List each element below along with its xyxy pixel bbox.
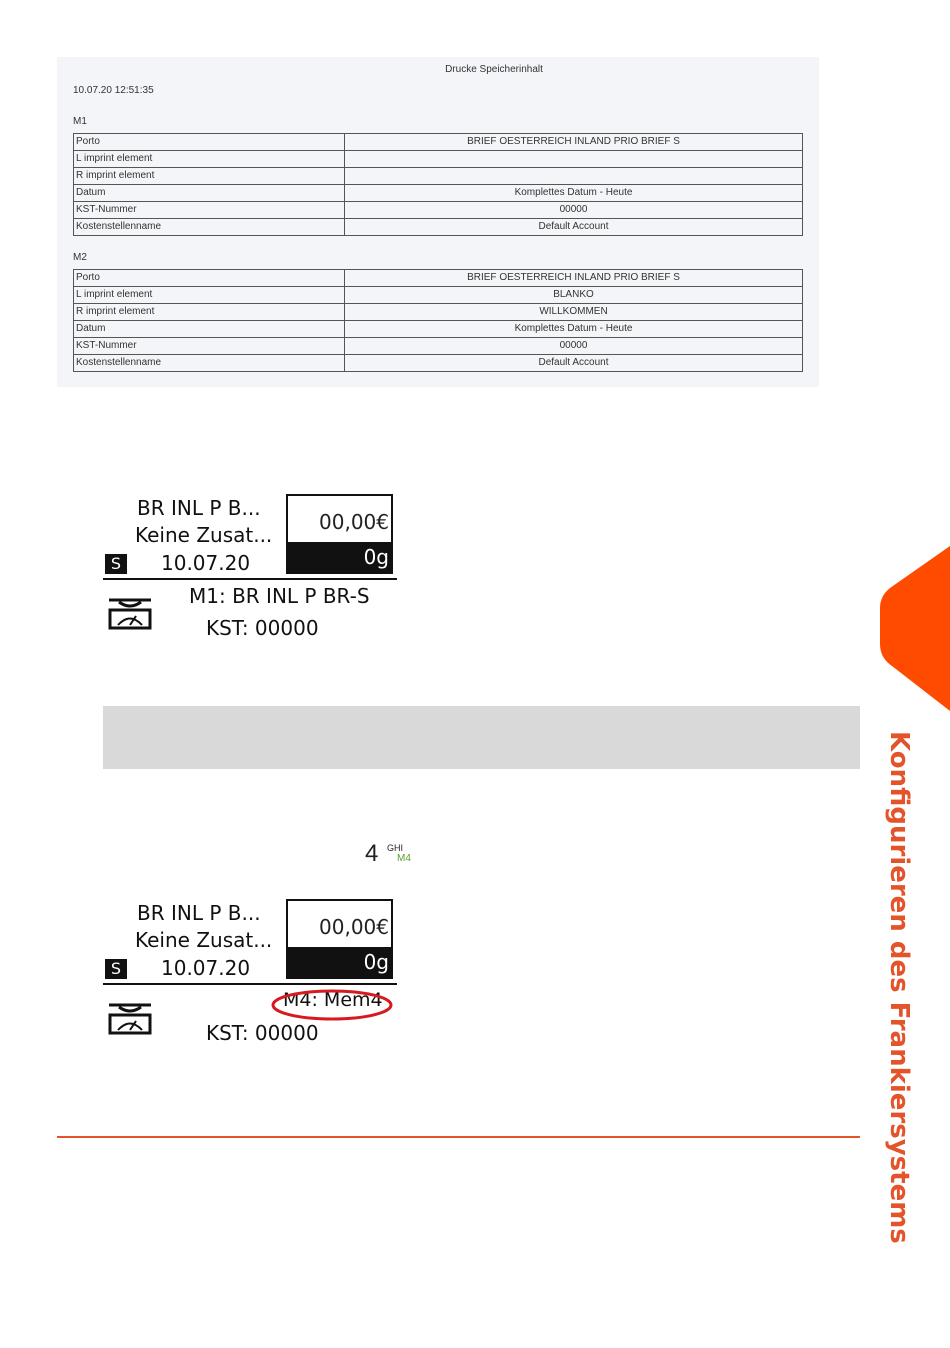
lcd-divider	[103, 983, 397, 985]
lcd-memory: M1: BR INL P BR-S	[189, 584, 370, 608]
lcd-rate-line: BR INL P B...	[137, 901, 261, 925]
printout-timestamp: 10.07.20 12:51:35	[73, 85, 154, 96]
row-key: Porto	[74, 134, 345, 151]
lcd-rate-line: BR INL P B...	[137, 496, 261, 520]
row-value: BRIEF OESTERREICH INLAND PRIO BRIEF S	[345, 134, 803, 151]
memory-table-m2	[73, 269, 803, 372]
key-memory: M4	[397, 853, 411, 864]
row-key: Datum	[74, 185, 345, 202]
row-key: Porto	[74, 270, 345, 287]
table-row	[74, 338, 803, 355]
printout-title: Drucke Speicherinhalt	[445, 64, 543, 75]
table-row	[74, 321, 803, 338]
lcd-screen-m1	[103, 494, 397, 644]
table-row	[74, 287, 803, 304]
chapter-title: Konfigurieren des Frankiersystems	[884, 731, 914, 1244]
lcd-divider	[103, 578, 397, 580]
lcd-amount-box	[286, 899, 393, 979]
key-number: 4	[365, 840, 379, 867]
row-key: L imprint element	[74, 287, 345, 304]
scale-icon	[105, 594, 155, 630]
row-key: KST-Nummer	[74, 202, 345, 219]
row-value: Default Account	[345, 355, 803, 372]
lcd-kst: KST: 00000	[206, 1021, 319, 1045]
table-row	[74, 304, 803, 321]
table-row	[74, 134, 803, 151]
note-bar	[103, 706, 860, 769]
table-row	[74, 168, 803, 185]
chapter-tab	[880, 546, 950, 711]
row-value: BLANKO	[345, 287, 803, 304]
memory-label-m2: M2	[73, 252, 87, 263]
row-value: Komplettes Datum - Heute	[345, 321, 803, 338]
table-row	[74, 185, 803, 202]
row-value	[345, 151, 803, 168]
footer-rule	[57, 1136, 860, 1138]
table-row	[74, 219, 803, 236]
keypad-key-4	[365, 840, 411, 868]
memory-label-m1: M1	[73, 116, 87, 127]
row-value: 00000	[345, 338, 803, 355]
row-value: Default Account	[345, 219, 803, 236]
row-key: Datum	[74, 321, 345, 338]
row-key: R imprint element	[74, 168, 345, 185]
row-key: R imprint element	[74, 304, 345, 321]
highlight-ellipse	[270, 988, 397, 1022]
lcd-kst: KST: 00000	[206, 616, 319, 640]
lcd-s-badge: S	[105, 959, 127, 979]
table-row	[74, 202, 803, 219]
row-key: L imprint element	[74, 151, 345, 168]
lcd-screen-m4	[103, 899, 397, 1049]
memory-table-m1	[73, 133, 803, 236]
lcd-date: 10.07.20	[161, 956, 251, 980]
key-letters: GHI	[387, 843, 404, 853]
memory-printout	[57, 57, 819, 387]
lcd-amount: 00,00€	[319, 915, 389, 939]
row-key: Kostenstellenname	[74, 219, 345, 236]
table-row	[74, 151, 803, 168]
lcd-memory: M4: Mem4	[283, 989, 383, 1011]
table-row	[74, 355, 803, 372]
row-value: Komplettes Datum - Heute	[345, 185, 803, 202]
lcd-s-badge: S	[105, 554, 127, 574]
row-value	[345, 168, 803, 185]
table-row	[74, 270, 803, 287]
lcd-date: 10.07.20	[161, 551, 251, 575]
row-value: BRIEF OESTERREICH INLAND PRIO BRIEF S	[345, 270, 803, 287]
row-key: Kostenstellenname	[74, 355, 345, 372]
lcd-weight: 0g	[288, 947, 391, 977]
lcd-amount: 00,00€	[319, 510, 389, 534]
lcd-weight: 0g	[288, 542, 391, 572]
scale-icon	[105, 999, 155, 1035]
lcd-service-line: Keine Zusat...	[135, 928, 273, 952]
lcd-service-line: Keine Zusat...	[135, 523, 273, 547]
row-value: 00000	[345, 202, 803, 219]
row-key: KST-Nummer	[74, 338, 345, 355]
row-value: WILLKOMMEN	[345, 304, 803, 321]
lcd-amount-box	[286, 494, 393, 574]
